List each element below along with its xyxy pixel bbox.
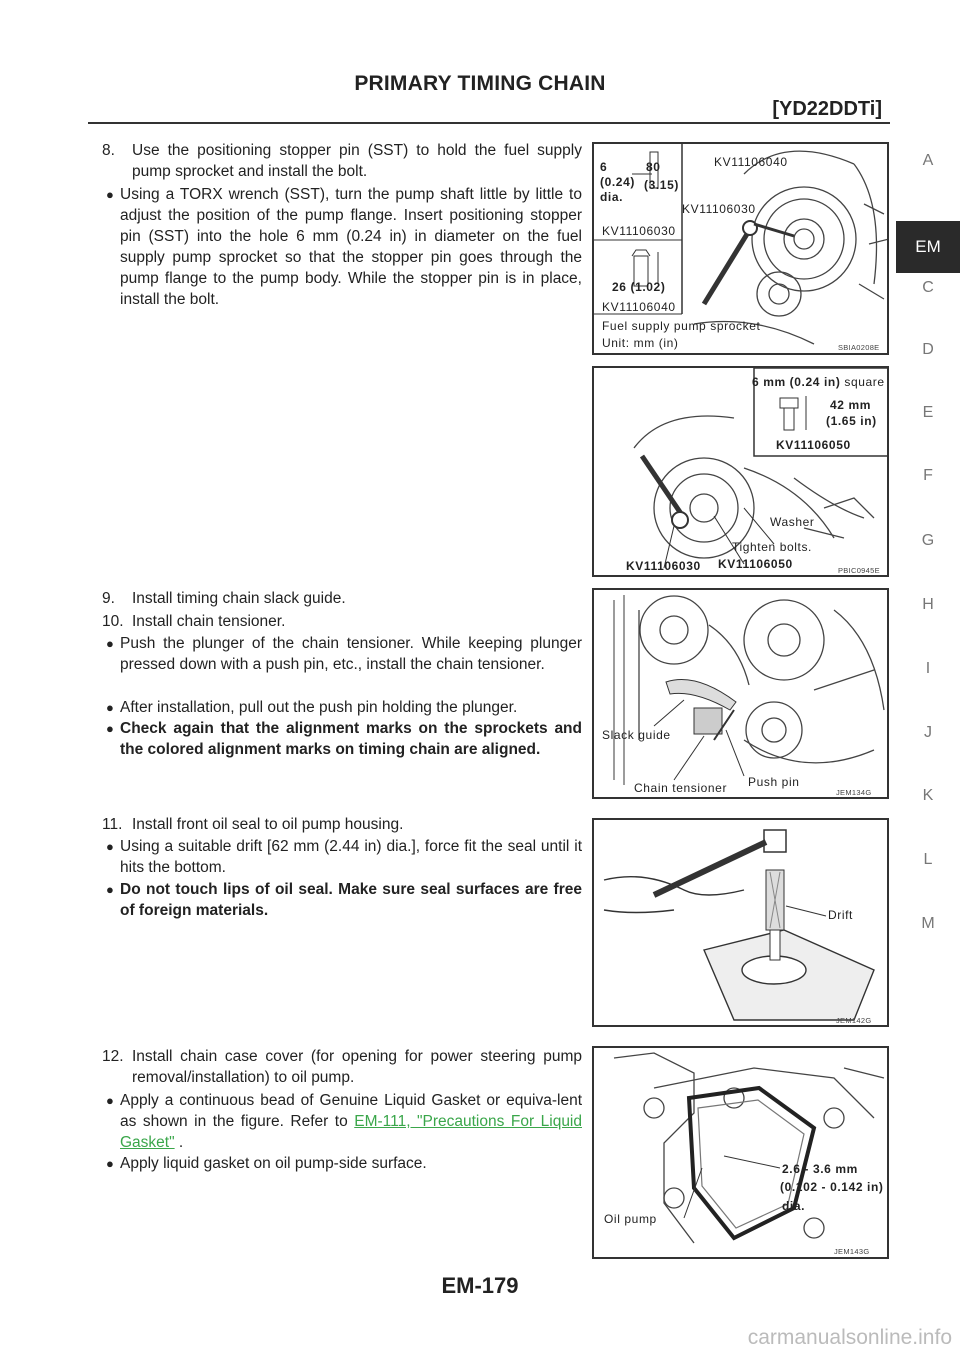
- step-number: 12.: [102, 1048, 124, 1065]
- part-label: Chain tensioner: [634, 781, 728, 795]
- tool-number-label: KV11106050: [718, 557, 793, 571]
- step-text: Use the positioning stopper pin (SST) to hold the fuel supply pump sprocket and install the bolt.: [132, 142, 582, 180]
- step-9: [102, 588, 582, 610]
- chain-tensioner-illustration: [594, 590, 889, 799]
- step-11: [102, 814, 582, 836]
- dimension-label: dia.: [600, 190, 624, 204]
- precautions-link[interactable]: EM-111, "Precautions For Liquid Gasket": [120, 1113, 582, 1151]
- tool-number-label: KV11106050: [776, 438, 851, 452]
- figure-sbia0208e: [592, 142, 889, 355]
- section-tab-j[interactable]: J: [924, 724, 932, 741]
- part-label: Push pin: [748, 775, 800, 789]
- step-10-bullet-1: [106, 633, 582, 675]
- section-tab-e[interactable]: E: [922, 404, 934, 421]
- section-tab-l[interactable]: L: [923, 851, 933, 868]
- bullet-dot-icon: ●: [106, 187, 114, 202]
- bullet-dot-icon: ●: [106, 636, 114, 651]
- step-number: 10.: [102, 613, 124, 630]
- dimension-label: (3.15): [644, 178, 679, 192]
- step-11-bullet-2: [106, 879, 582, 921]
- section-tab-g[interactable]: G: [921, 532, 935, 549]
- tool-label: Drift: [828, 908, 853, 922]
- section-tab-h[interactable]: H: [922, 596, 934, 613]
- bullet-text: Do not touch lips of oil seal. Make sure seal surfaces are free of foreign materials.: [120, 881, 582, 919]
- bullet-dot-icon: ●: [106, 1093, 114, 1108]
- unit-label: Unit: mm (in): [602, 336, 679, 350]
- figure-code: SBIA0208E: [838, 343, 880, 352]
- dimension-shape: square: [844, 375, 885, 389]
- dimension-label: 42 mm: [830, 398, 872, 412]
- section-tab-a[interactable]: A: [922, 152, 934, 169]
- figure-pbic0945e: [592, 366, 889, 577]
- step-number: 11.: [102, 816, 123, 833]
- bullet-text: Push the plunger of the chain tensioner. While keeping plunger pressed down with a push pin, etc., install the chain tensioner.: [120, 635, 582, 673]
- bullet-text: [106, 1090, 582, 1153]
- step-text: Install front oil seal to oil pump housing.: [132, 816, 404, 833]
- step-number: 9.: [102, 590, 115, 607]
- bullet-dot-icon: ●: [106, 839, 114, 854]
- step-10: [102, 611, 582, 633]
- dimension-label: 6: [600, 160, 608, 174]
- step-11-bullet-1: [106, 836, 582, 878]
- dimension-label: 26 (1.02): [612, 280, 666, 294]
- step-12-bullet-1: [106, 1090, 582, 1153]
- dimension-label: 80: [646, 160, 661, 174]
- figure-code: JEM134G: [836, 788, 872, 797]
- section-tab-f[interactable]: F: [923, 467, 933, 484]
- tool-number-label: KV11106040: [714, 155, 788, 169]
- part-label: Oil pump: [604, 1212, 657, 1226]
- engine-code: [YD22DDTi]: [772, 98, 882, 120]
- watermark: carmanualsonline.info: [747, 1326, 952, 1349]
- figure-code: PBIC0945E: [838, 566, 880, 575]
- section-tab-k[interactable]: K: [922, 787, 934, 804]
- step-text: Install chain case cover (for opening for power steering pump removal/installation) to oil pump.: [132, 1048, 582, 1086]
- figure-jem143g: [592, 1046, 889, 1259]
- step-text: Install timing chain slack guide.: [132, 590, 346, 607]
- bullet-dot-icon: ●: [106, 882, 114, 897]
- step-number: 8.: [102, 142, 115, 159]
- part-label: Slack guide: [602, 728, 671, 742]
- dimension-label: (1.65 in): [826, 414, 877, 428]
- step-8: [102, 140, 582, 184]
- step-12-bullet-2: [106, 1153, 582, 1174]
- part-label: Fuel supply pump sprocket: [602, 319, 761, 333]
- page-title: PRIMARY TIMING CHAIN: [354, 72, 606, 95]
- section-tab-em-active[interactable]: EM: [896, 221, 960, 273]
- dimension-label: dia.: [782, 1199, 806, 1213]
- tool-number-label: KV11106030: [602, 224, 676, 238]
- step-text: Install chain tensioner.: [132, 613, 286, 630]
- bullet-dot-icon: ●: [106, 721, 114, 736]
- bullet-text-end: .: [174, 1134, 184, 1151]
- header-rule: [88, 122, 890, 124]
- dimension-label: (0.102 - 0.142 in): [780, 1180, 884, 1194]
- section-tab-c[interactable]: C: [922, 279, 934, 296]
- bullet-text: Using a suitable drift [62 mm (2.44 in) dia.], force fit the seal until it hits the bottom.: [120, 838, 582, 876]
- bullet-text: Using a TORX wrench (SST), turn the pump shaft little by little to adjust the position of the pump flange. Insert positioning stopper pin (SST) into the hole 6 mm (0.24 in) in diameter on the fuel supply pump sprocket so that the stopper pin goes through the pump flange to the pump body. While the stopper pin is in place, install the bolt.: [120, 186, 582, 308]
- section-tab-i[interactable]: I: [925, 660, 931, 677]
- section-index: [896, 0, 960, 1000]
- bullet-dot-icon: ●: [106, 1156, 114, 1171]
- step-10-bullet-3: [106, 718, 582, 760]
- figure-jem134g: [592, 588, 889, 799]
- bullet-text: Check again that the alignment marks on the sprockets and the colored alignment marks on timing chain are aligned.: [120, 720, 582, 758]
- tool-number-label: KV11106040: [602, 300, 676, 314]
- bullet-text: Apply liquid gasket on oil pump-side surface.: [120, 1155, 427, 1172]
- dimension-label: [752, 375, 885, 389]
- gasket-bead-illustration: [594, 1048, 889, 1259]
- oil-seal-drift-illustration: [594, 820, 889, 1027]
- figure-jem142g: [592, 818, 889, 1027]
- dimension-value: 6 mm (0.24 in): [752, 375, 841, 389]
- section-tab-m[interactable]: M: [921, 915, 935, 932]
- bullet-text: After installation, pull out the push pin holding the plunger.: [120, 699, 518, 716]
- step-10-bullet-2: [106, 697, 582, 718]
- step-8-bullet-1: [106, 184, 582, 310]
- part-label: Washer: [770, 515, 815, 529]
- page-number: EM-179: [441, 1273, 519, 1298]
- tool-number-label: KV11106030: [626, 559, 701, 573]
- figure-code: JEM142G: [836, 1016, 872, 1025]
- bullet-dot-icon: ●: [106, 700, 114, 715]
- tool-number-label: KV11106030: [682, 202, 756, 216]
- section-tab-d[interactable]: D: [922, 341, 934, 358]
- dimension-label: 2.6 - 3.6 mm: [782, 1162, 858, 1176]
- figure-code: JEM143G: [834, 1247, 870, 1256]
- step-12: [102, 1046, 582, 1090]
- bullet-text-start: Apply a continuous bead of Genuine Liquid Gasket or equiva-lent as shown in the figure. Refer to: [120, 1092, 582, 1130]
- dimension-label: (0.24): [600, 175, 635, 189]
- instruction-label: Tighten bolts.: [732, 540, 812, 554]
